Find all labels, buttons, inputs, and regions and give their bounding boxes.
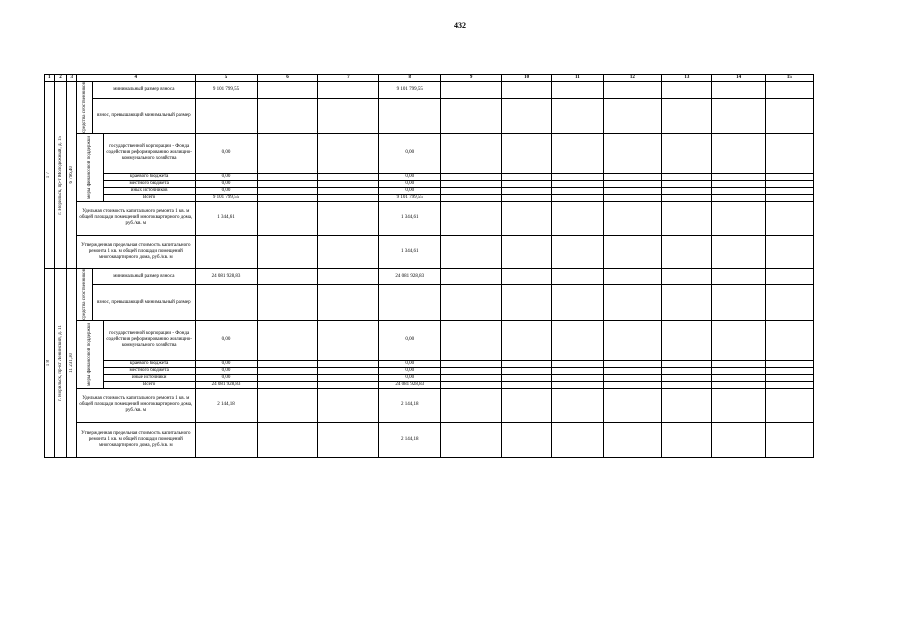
row-label: государственной корпорации - Фонда содействия реформированию жилищно-коммунального хозяйства (103, 320, 195, 360)
block-index: 1 7 (45, 82, 55, 269)
value-cell: 2 144,18 (195, 388, 257, 422)
row-label: Удельная стоимость капитального ремонта 1 кв. м общей площади помещений многоквартирного дома, руб./кв. м (77, 201, 196, 235)
header-cell: 5 (195, 75, 257, 82)
header-cell: 8 (379, 75, 441, 82)
header-cell: 6 (257, 75, 318, 82)
row-label: иных источников (103, 187, 195, 194)
header-cell: 3 (67, 75, 77, 82)
owner-funds-label: средства собственников (77, 82, 93, 134)
table-row (45, 133, 814, 173)
row-label: Всего (103, 381, 195, 388)
value-cell: 0,00 (195, 180, 257, 187)
table-row (45, 422, 814, 457)
support-label: меры финансовой поддержки (77, 320, 104, 388)
value-cell: 2 144,18 (379, 388, 441, 422)
value-cell: 0,00 (195, 173, 257, 180)
header-cell: 14 (712, 75, 765, 82)
header-cell: 11 (552, 75, 603, 82)
value-cell: 9 101 799,55 (379, 194, 441, 201)
block-address: г. Норильск, пр-т Молодежный, д. 15 (54, 82, 67, 269)
value-cell: 0,00 (195, 133, 257, 173)
value-cell: 1 344,61 (379, 201, 441, 235)
table-row (45, 180, 814, 187)
table-row (45, 374, 814, 381)
value-cell: 0,00 (195, 360, 257, 367)
header-cell: 13 (662, 75, 712, 82)
table-row (45, 367, 814, 374)
value-cell: 9 101 799,55 (195, 194, 257, 201)
value-cell: 0,00 (379, 173, 441, 180)
table-row (45, 98, 814, 133)
value-cell: 9 101 799,55 (195, 82, 257, 99)
value-cell: 24 081 928,83 (195, 268, 257, 285)
row-label: краевого бюджета (103, 173, 195, 180)
value-cell: 24 081 928,83 (379, 381, 441, 388)
value-cell: 1 344,61 (379, 235, 441, 268)
table-row (45, 235, 814, 268)
row-label: минимальный размер взноса (93, 82, 196, 99)
row-label: местного бюджета (103, 367, 195, 374)
block-address: г. Норильск, пр-кт Ленинский, д. 11 (54, 268, 67, 457)
value-cell: 0,00 (379, 320, 441, 360)
row-label: Всего (103, 194, 195, 201)
header-cell: 12 (603, 75, 662, 82)
header-cell: 10 (502, 75, 552, 82)
page-number: 432 (454, 21, 466, 30)
value-cell: 9 101 799,55 (379, 82, 441, 99)
row-label: краевого бюджета (103, 360, 195, 367)
header-cell: 9 (441, 75, 502, 82)
row-label: минимальный размер взноса (93, 268, 196, 285)
value-cell: 0,00 (195, 367, 257, 374)
support-label: меры финансовой поддержки (77, 133, 104, 201)
row-label: Удельная стоимость капитального ремонта 1 кв. м общей площади помещений многоквартирного дома, руб./кв. м (77, 388, 196, 422)
value-cell: 2 144,18 (379, 422, 441, 457)
row-label: государственной корпорации - Фонда содействия реформированию жилищно-коммунального хозяйства (103, 133, 195, 173)
value-cell: 1 344,61 (195, 201, 257, 235)
block-index: 1 8 (45, 268, 55, 457)
table-row (45, 187, 814, 194)
row-label: Утвержденная предельная стоимость капитального ремонта 1 кв. м общей площади помещений многоквартирного дома, руб./кв. м (77, 422, 196, 457)
row-label: местного бюджета (103, 180, 195, 187)
table-row (45, 285, 814, 320)
block-area: 11 231,30 (67, 268, 77, 457)
value-cell: 0,00 (379, 133, 441, 173)
table-row (45, 381, 814, 388)
block-area: 6 796,40 (67, 82, 77, 269)
header-row (45, 75, 814, 82)
header-cell: 15 (765, 75, 813, 82)
table-row (45, 82, 814, 99)
value-cell: 0,00 (195, 320, 257, 360)
header-cell: 1 (45, 75, 55, 82)
table-row (45, 201, 814, 235)
row-label: иные источники (103, 374, 195, 381)
value-cell: 24 081 928,83 (379, 268, 441, 285)
table-row (45, 268, 814, 285)
row-label: взнос, превышающий минимальный размер (93, 98, 196, 133)
value-cell: 0,00 (195, 374, 257, 381)
row-label: Утвержденная предельная стоимость капитального ремонта 1 кв. м общей площади помещений многоквартирного дома, руб./кв. м (77, 235, 196, 268)
row-label: взнос, превышающий минимальный размер (93, 285, 196, 320)
table-row (45, 360, 814, 367)
value-cell: 0,00 (379, 367, 441, 374)
value-cell: 0,00 (195, 187, 257, 194)
table-row (45, 194, 814, 201)
table-row (45, 388, 814, 422)
table-row (45, 173, 814, 180)
value-cell: 0,00 (379, 187, 441, 194)
header-cell: 2 (54, 75, 67, 82)
value-cell: 24 081 928,83 (195, 381, 257, 388)
owner-funds-label: средства собственников (77, 268, 93, 320)
value-cell: 0,00 (379, 180, 441, 187)
capital-repair-table (44, 74, 814, 458)
value-cell: 0,00 (379, 360, 441, 367)
value-cell: 0,00 (379, 374, 441, 381)
table-row (45, 320, 814, 360)
header-cell: 7 (318, 75, 379, 82)
header-cell: 4 (77, 75, 196, 82)
